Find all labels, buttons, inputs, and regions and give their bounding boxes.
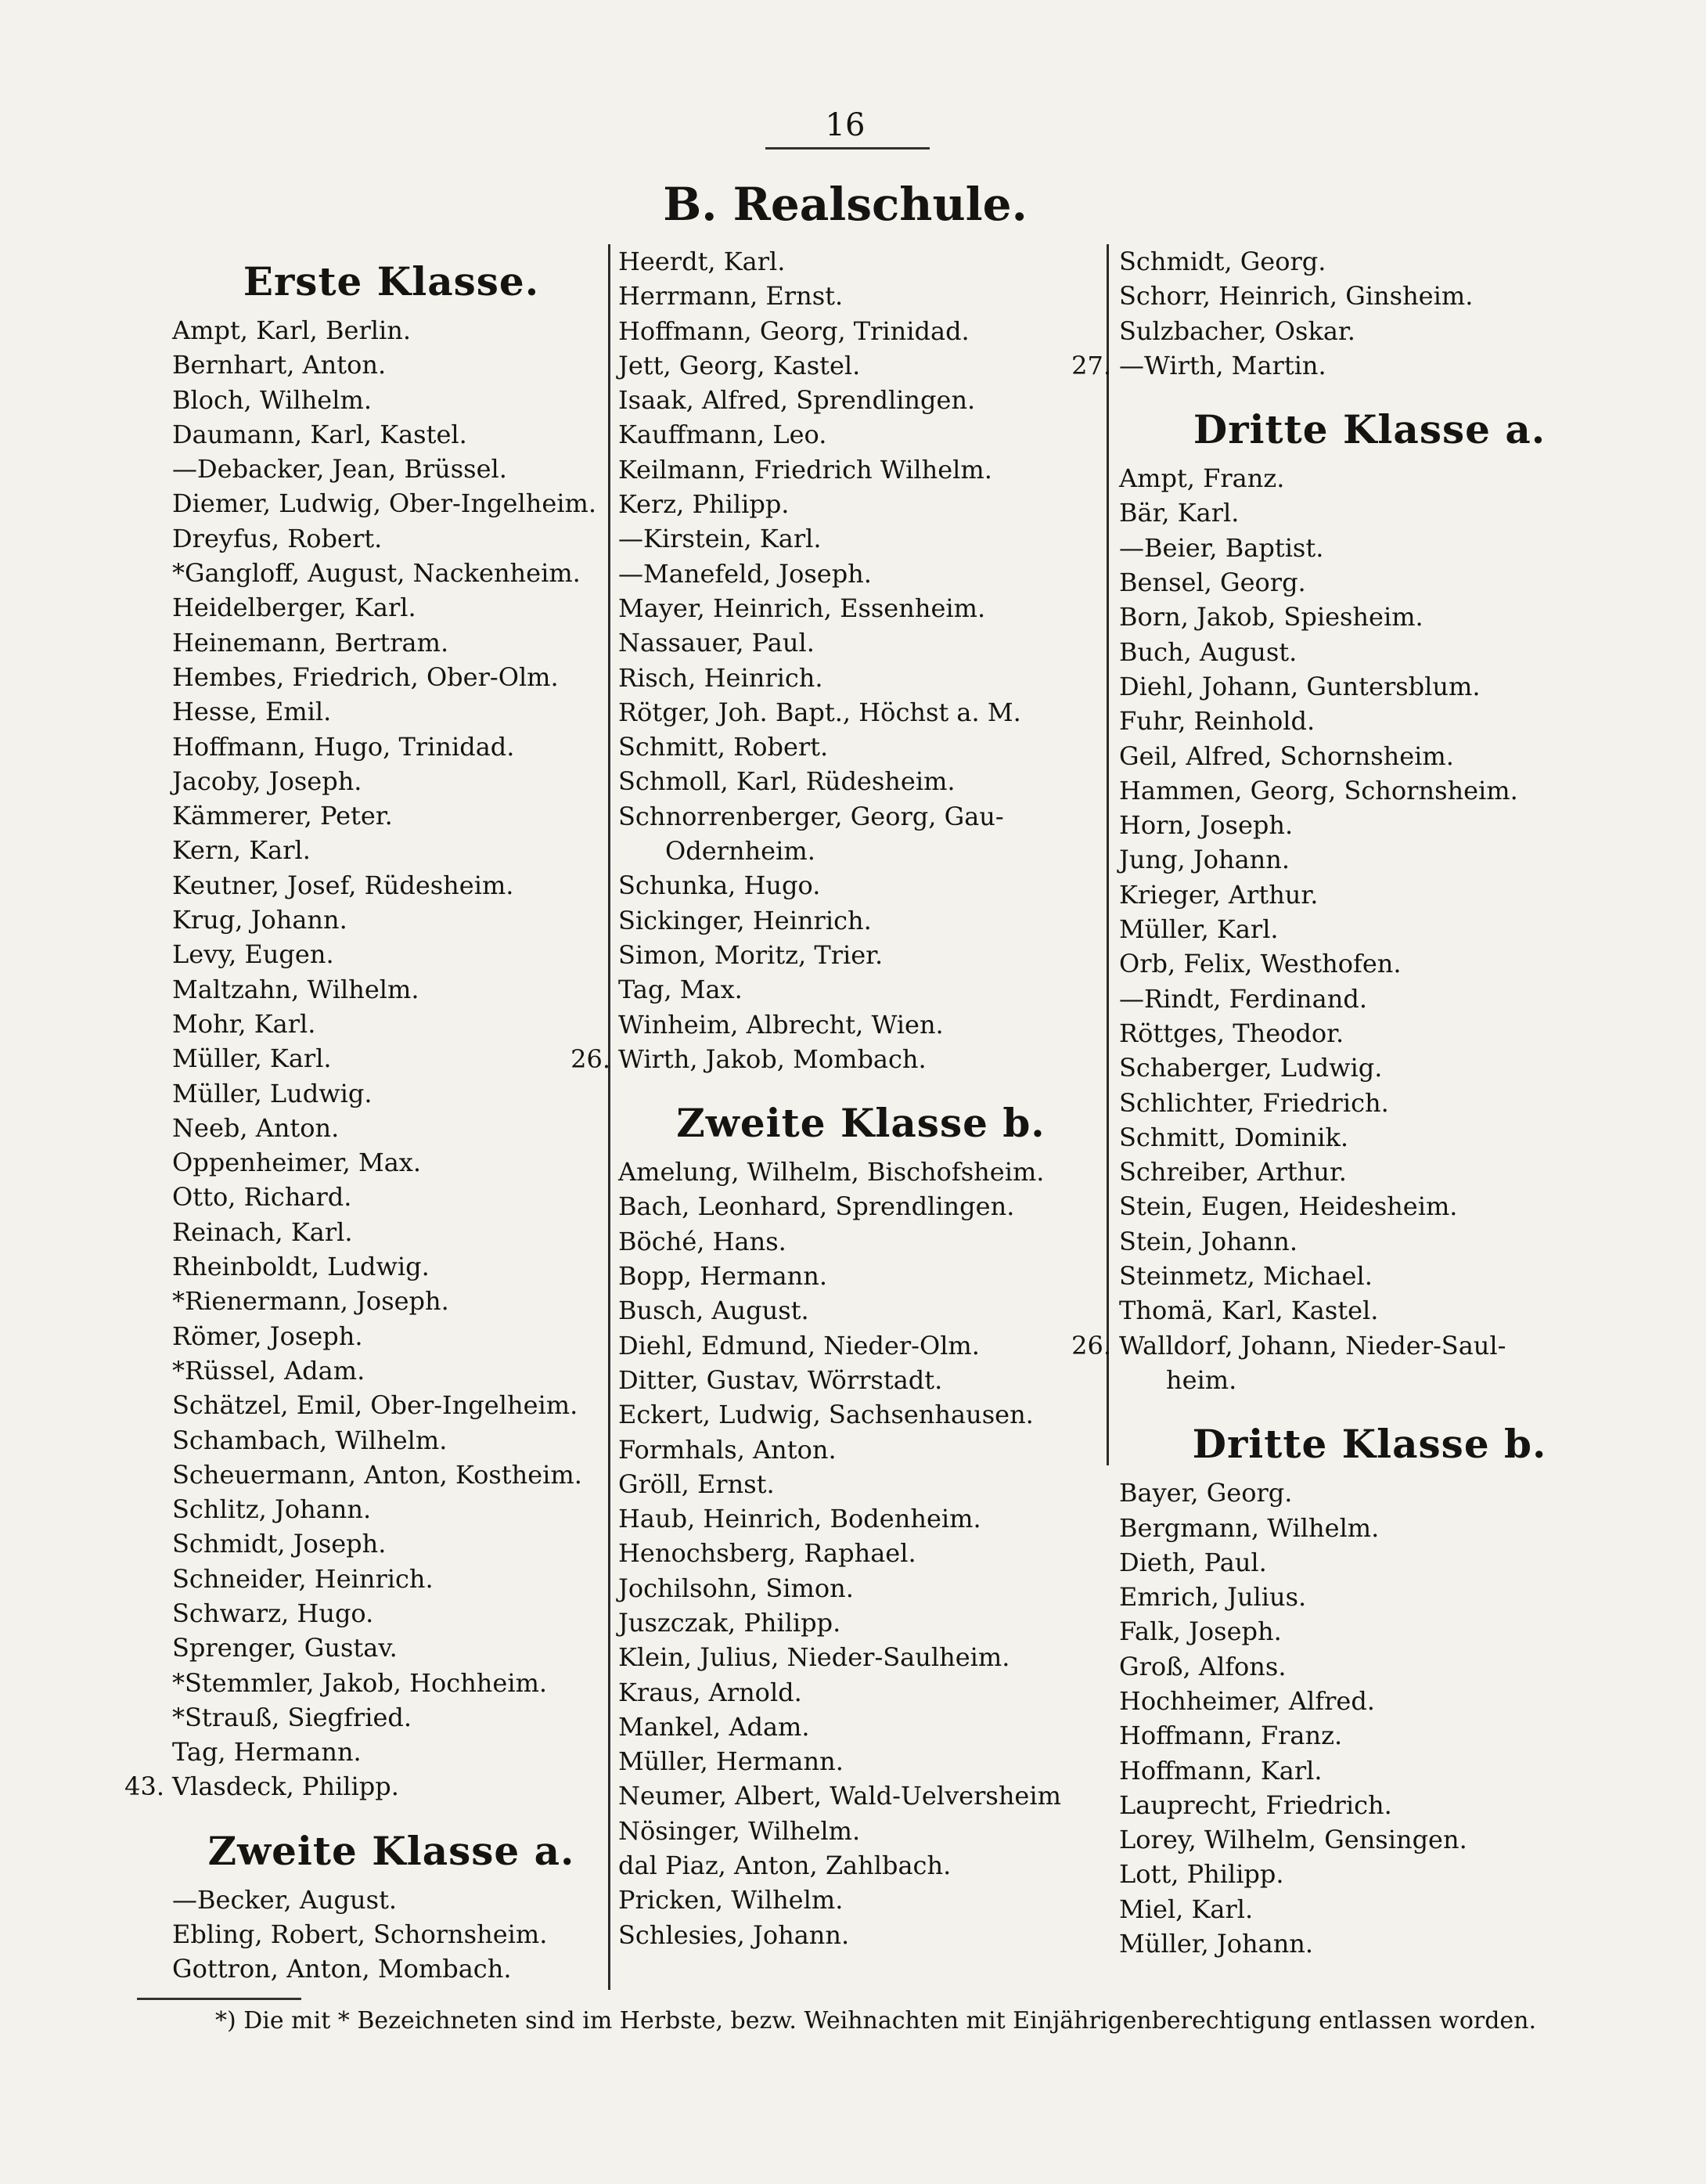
student-name: Stein, Johann. bbox=[1119, 1226, 1298, 1256]
student-name: Keilmann, Friedrich Wilhelm. bbox=[618, 454, 992, 485]
student-entry bbox=[1119, 912, 1620, 946]
student-name: Maltzahn, Wilhelm. bbox=[172, 974, 419, 1004]
student-entry bbox=[1119, 279, 1620, 313]
entry-count: 27. bbox=[1071, 350, 1111, 380]
student-entry bbox=[618, 1363, 1103, 1397]
student-name: Dreyfus, Robert. bbox=[172, 523, 383, 553]
student-entry bbox=[1119, 461, 1620, 496]
student-name: Formhals, Anton. bbox=[618, 1434, 837, 1465]
student-entry bbox=[1119, 1120, 1620, 1155]
student-name: Müller, Johann. bbox=[1119, 1929, 1314, 1959]
student-entry bbox=[1119, 878, 1620, 912]
student-entry bbox=[172, 1076, 610, 1111]
student-entry bbox=[172, 972, 610, 1007]
student-name: —Beier, Baptist. bbox=[1119, 532, 1324, 563]
student-name: Fuhr, Reinhold. bbox=[1119, 706, 1315, 737]
student-entry bbox=[1119, 531, 1620, 565]
student-entry bbox=[172, 1180, 610, 1214]
column-divider-2 bbox=[1107, 244, 1109, 1465]
student-entry bbox=[618, 1501, 1103, 1536]
student-name: Krieger, Arthur. bbox=[1119, 879, 1319, 910]
student-name: Sickinger, Heinrich. bbox=[618, 905, 872, 935]
entry-count: 43. bbox=[124, 1771, 164, 1802]
student-entry bbox=[1119, 1788, 1620, 1822]
student-entry bbox=[172, 383, 610, 417]
student-entry bbox=[172, 730, 610, 764]
student-entry bbox=[618, 1259, 1103, 1293]
student-name: Schmidt, Joseph. bbox=[172, 1529, 387, 1559]
student-entry bbox=[172, 1883, 610, 1917]
student-name: Thomä, Karl, Kastel. bbox=[1119, 1296, 1379, 1326]
page-number: 16 bbox=[825, 107, 866, 143]
entry-count: 26. bbox=[1071, 1330, 1111, 1360]
student-entry bbox=[172, 556, 610, 590]
student-name: Schlesies, Johann. bbox=[618, 1919, 850, 1950]
student-entry bbox=[172, 903, 610, 937]
student-name: Diehl, Johann, Guntersblum. bbox=[1119, 671, 1481, 701]
block-gap bbox=[172, 1804, 610, 1820]
student-name: Schorr, Heinrich, Ginsheim. bbox=[1119, 281, 1474, 312]
student-entry bbox=[172, 1249, 610, 1284]
student-entry bbox=[618, 799, 1103, 869]
student-name: Falk, Joseph. bbox=[1119, 1616, 1282, 1647]
student-name: Henochsberg, Raphael. bbox=[618, 1538, 916, 1569]
class-heading: Dritte Klasse a. bbox=[1193, 406, 1546, 453]
student-name: Amelung, Wilhelm, Bischofsheim. bbox=[618, 1157, 1045, 1188]
student-entry bbox=[618, 1571, 1103, 1606]
student-entry bbox=[618, 1675, 1103, 1710]
student-name: Kämmerer, Peter. bbox=[172, 801, 393, 831]
student-name: Bensel, Georg. bbox=[1119, 568, 1306, 598]
student-name: Schmitt, Dominik. bbox=[1119, 1122, 1348, 1152]
student-name: —Rindt, Ferdinand. bbox=[1119, 983, 1367, 1014]
student-name: Reinach, Karl. bbox=[172, 1216, 353, 1247]
student-entry bbox=[1119, 1580, 1620, 1614]
student-name: Otto, Richard. bbox=[172, 1182, 352, 1213]
student-entry bbox=[618, 1883, 1103, 1917]
student-name: Ebling, Robert, Schornsheim. bbox=[172, 1919, 548, 1950]
student-name: Kauffmann, Leo. bbox=[618, 420, 827, 450]
student-name: Stein, Eugen, Heidesheim. bbox=[1119, 1191, 1458, 1222]
block-gap bbox=[1119, 383, 1620, 398]
student-entry bbox=[1071, 1328, 1620, 1398]
student-name: Müller, Karl. bbox=[172, 1043, 332, 1074]
student-name: Bernhart, Anton. bbox=[172, 350, 387, 380]
student-entry bbox=[1119, 1224, 1620, 1259]
student-name: Daumann, Karl, Kastel. bbox=[172, 419, 467, 449]
student-entry bbox=[172, 1917, 610, 1952]
student-entry bbox=[1119, 1649, 1620, 1684]
student-name: Risch, Heinrich. bbox=[618, 662, 823, 693]
student-name: Hoffmann, Franz. bbox=[1119, 1721, 1343, 1751]
page-number-rule bbox=[765, 147, 930, 150]
student-name: Levy, Eugen. bbox=[172, 939, 334, 970]
student-entry bbox=[172, 1458, 610, 1492]
student-name-continuation: heim. bbox=[1166, 1364, 1237, 1395]
block-gap bbox=[618, 1076, 1103, 1092]
student-entry bbox=[570, 1042, 1103, 1076]
student-entry bbox=[172, 1041, 610, 1076]
student-name: Haub, Heinrich, Bodenheim. bbox=[618, 1504, 981, 1534]
student-entry bbox=[1119, 1892, 1620, 1926]
student-name: Hochheimer, Alfred. bbox=[1119, 1685, 1375, 1716]
student-entry bbox=[172, 1007, 610, 1041]
student-name: Klein, Julius, Nieder-Saulheim. bbox=[618, 1642, 1010, 1673]
student-entry bbox=[172, 1735, 610, 1769]
student-name: Rheinboldt, Ludwig. bbox=[172, 1252, 430, 1282]
student-entry bbox=[618, 1467, 1103, 1501]
student-entry bbox=[1119, 1857, 1620, 1891]
student-name: —Wirth, Martin. bbox=[1119, 350, 1326, 380]
student-name: Mohr, Karl. bbox=[172, 1008, 316, 1039]
student-entry bbox=[172, 1145, 610, 1180]
student-entry bbox=[618, 938, 1103, 972]
student-entry bbox=[1119, 1614, 1620, 1649]
student-entry bbox=[172, 1952, 610, 1986]
student-entry bbox=[1071, 348, 1620, 383]
student-name: Hembes, Friedrich, Ober-Olm. bbox=[172, 661, 559, 692]
student-name: Schaberger, Ludwig. bbox=[1119, 1053, 1383, 1083]
student-name: *Gangloff, August, Nackenheim. bbox=[172, 558, 581, 589]
student-name: Hoffmann, Karl. bbox=[1119, 1755, 1323, 1786]
student-name: Mayer, Heinrich, Essenheim. bbox=[618, 593, 986, 623]
student-entry bbox=[1119, 1189, 1620, 1224]
student-entry bbox=[618, 1779, 1103, 1813]
student-entry bbox=[172, 1284, 610, 1318]
student-entry bbox=[1119, 1155, 1620, 1189]
student-name: Röttges, Theodor. bbox=[1119, 1018, 1344, 1048]
student-name: Nassauer, Paul. bbox=[618, 628, 815, 658]
student-name: Lauprecht, Friedrich. bbox=[1119, 1789, 1392, 1820]
student-entry bbox=[618, 244, 1103, 279]
student-name: Heidelberger, Karl. bbox=[172, 593, 416, 623]
student-name: Orb, Felix, Westhofen. bbox=[1119, 949, 1402, 979]
student-entry bbox=[618, 625, 1103, 660]
student-entry bbox=[1119, 842, 1620, 877]
student-entry bbox=[1119, 1545, 1620, 1580]
student-name: Diemer, Ludwig, Ober-Ingelheim. bbox=[172, 488, 596, 519]
student-name-continuation: Odernheim. bbox=[665, 836, 815, 867]
student-name: *Rienermann, Joseph. bbox=[172, 1286, 449, 1317]
student-name: Jung, Johann. bbox=[1119, 845, 1290, 875]
student-name: Gottron, Anton, Mombach. bbox=[172, 1954, 512, 1984]
student-name: Schätzel, Emil, Ober-Ingelheim. bbox=[172, 1390, 578, 1421]
section-title: B. Realschule. bbox=[663, 178, 1028, 231]
footnote: *) Die mit * Bezeichneten sind im Herbste, bezw. Weihnachten mit Einjährigenberechtigung entlassen worden. bbox=[215, 2007, 1537, 2034]
student-name: Sulzbacher, Oskar. bbox=[1119, 315, 1355, 346]
student-entry bbox=[1119, 1822, 1620, 1857]
student-entry bbox=[618, 1640, 1103, 1674]
column-2 bbox=[570, 244, 1103, 1952]
student-entry bbox=[618, 1710, 1103, 1744]
student-name: Jochilsohn, Simon. bbox=[618, 1573, 854, 1603]
student-entry bbox=[618, 487, 1103, 521]
student-name: Schmoll, Karl, Rüdesheim. bbox=[618, 766, 956, 797]
student-name: Schmidt, Georg. bbox=[1119, 247, 1326, 276]
student-name: Hammen, Georg, Schornsheim. bbox=[1119, 775, 1518, 805]
student-name: Schambach, Wilhelm. bbox=[172, 1425, 448, 1455]
student-entry bbox=[172, 833, 610, 867]
student-name: Schlichter, Friedrich. bbox=[1119, 1087, 1389, 1118]
student-entry bbox=[172, 521, 610, 556]
student-name: Jacoby, Joseph. bbox=[172, 766, 362, 796]
student-entry bbox=[618, 903, 1103, 938]
student-name: Bär, Karl. bbox=[1119, 498, 1240, 528]
student-name: Buch, August. bbox=[1119, 636, 1297, 667]
student-entry bbox=[1119, 1259, 1620, 1293]
student-name: Schneider, Heinrich. bbox=[172, 1563, 434, 1594]
column-divider-1 bbox=[608, 244, 610, 1990]
student-entry bbox=[172, 1596, 610, 1631]
student-name: —Kirstein, Karl. bbox=[618, 524, 822, 554]
student-entry bbox=[172, 1666, 610, 1700]
student-name: *Stemmler, Jakob, Hochheim. bbox=[172, 1667, 548, 1698]
student-entry bbox=[172, 348, 610, 382]
student-entry bbox=[618, 695, 1103, 730]
student-entry bbox=[172, 660, 610, 694]
student-name: Emrich, Julius. bbox=[1119, 1582, 1307, 1613]
student-name: Kern, Karl. bbox=[172, 835, 311, 866]
student-name: Hoffmann, Hugo, Trinidad. bbox=[172, 731, 515, 762]
student-name: Römer, Joseph. bbox=[172, 1321, 363, 1351]
student-name: Ampt, Karl, Berlin. bbox=[172, 315, 411, 345]
student-entry bbox=[618, 417, 1103, 452]
student-name: Lorey, Wilhelm, Gensingen. bbox=[1119, 1825, 1467, 1855]
student-name: Wirth, Jakob, Mombach. bbox=[618, 1043, 927, 1074]
student-entry bbox=[618, 452, 1103, 487]
student-entry bbox=[1119, 314, 1620, 348]
student-name: Keutner, Josef, Rüdesheim. bbox=[172, 870, 514, 900]
student-name: Eckert, Ludwig, Sachsenhausen. bbox=[618, 1400, 1034, 1430]
student-name: Neumer, Albert, Wald-Uelversheim bbox=[618, 1781, 1061, 1811]
student-entry bbox=[1119, 1086, 1620, 1120]
student-name: —Manefeld, Joseph. bbox=[618, 558, 872, 589]
student-name: Hoffmann, Georg, Trinidad. bbox=[618, 315, 970, 346]
student-entry bbox=[172, 313, 610, 348]
student-entry bbox=[1119, 946, 1620, 981]
student-name: Heinemann, Bertram. bbox=[172, 627, 449, 658]
student-entry bbox=[1119, 635, 1620, 669]
student-entry bbox=[1119, 704, 1620, 738]
student-name: dal Piaz, Anton, Zahlbach. bbox=[618, 1851, 952, 1881]
student-name: Ampt, Franz. bbox=[1119, 463, 1285, 494]
student-name: Sprenger, Gustav. bbox=[172, 1633, 398, 1663]
student-entry bbox=[618, 764, 1103, 798]
student-name: Herrmann, Ernst. bbox=[618, 281, 844, 312]
student-entry bbox=[618, 1536, 1103, 1570]
student-entry bbox=[1119, 1293, 1620, 1328]
class-heading: Erste Klasse. bbox=[243, 258, 540, 305]
student-name: Schnorrenberger, Georg, Gau- bbox=[618, 801, 1004, 831]
student-name: *Rüssel, Adam. bbox=[172, 1355, 365, 1386]
student-name: Müller, Karl. bbox=[1119, 914, 1279, 945]
student-name: Busch, August. bbox=[618, 1296, 809, 1326]
student-name: Schmitt, Robert. bbox=[618, 732, 829, 762]
student-entry bbox=[1119, 739, 1620, 773]
student-entry bbox=[618, 1918, 1103, 1952]
student-entry bbox=[1119, 1476, 1620, 1510]
student-entry bbox=[1119, 565, 1620, 600]
student-entry bbox=[618, 1007, 1103, 1042]
student-entry bbox=[618, 1155, 1103, 1189]
student-name: Schunka, Hugo. bbox=[618, 870, 821, 901]
student-entry bbox=[172, 1215, 610, 1249]
student-name: Groß, Alfons. bbox=[1119, 1651, 1287, 1681]
student-entry bbox=[618, 1744, 1103, 1779]
student-entry bbox=[172, 694, 610, 729]
student-entry bbox=[1119, 982, 1620, 1016]
student-entry bbox=[618, 383, 1103, 417]
student-entry bbox=[172, 1388, 610, 1422]
student-name: Mankel, Adam. bbox=[618, 1711, 810, 1742]
student-entry bbox=[1119, 1753, 1620, 1788]
student-entry bbox=[1119, 1511, 1620, 1545]
student-entry bbox=[172, 1700, 610, 1735]
student-name: Müller, Ludwig. bbox=[172, 1078, 373, 1108]
student-name: Neeb, Anton. bbox=[172, 1112, 340, 1143]
student-entry bbox=[618, 661, 1103, 695]
student-name: Tag, Max. bbox=[618, 975, 743, 1005]
student-entry bbox=[172, 417, 610, 452]
class-heading: Dritte Klasse b. bbox=[1192, 1421, 1547, 1468]
student-entry bbox=[618, 1606, 1103, 1640]
student-entry bbox=[618, 1397, 1103, 1432]
student-name: Schwarz, Hugo. bbox=[172, 1598, 374, 1628]
student-name: Krug, Johann. bbox=[172, 905, 347, 935]
student-name: Isaak, Alfred, Sprendlingen. bbox=[618, 385, 976, 416]
student-name: Bopp, Hermann. bbox=[618, 1261, 828, 1292]
student-name: Tag, Hermann. bbox=[172, 1737, 362, 1768]
student-name: Dieth, Paul. bbox=[1119, 1547, 1267, 1577]
student-name: Bayer, Georg. bbox=[1119, 1478, 1293, 1508]
student-entry bbox=[618, 972, 1103, 1007]
student-entry bbox=[1119, 1016, 1620, 1051]
student-name: Hesse, Emil. bbox=[172, 697, 332, 727]
student-name: Simon, Moritz, Trier. bbox=[618, 939, 884, 970]
block-gap bbox=[1119, 1397, 1620, 1413]
student-entry bbox=[172, 1631, 610, 1665]
student-name: Böché, Hans. bbox=[618, 1226, 786, 1256]
student-entry bbox=[1119, 496, 1620, 530]
student-entry bbox=[1119, 600, 1620, 634]
student-name: Diehl, Edmund, Nieder-Olm. bbox=[618, 1330, 980, 1360]
student-name: Winheim, Albrecht, Wien. bbox=[618, 1009, 944, 1040]
student-name: Horn, Joseph. bbox=[1119, 810, 1294, 841]
student-name: Heerdt, Karl. bbox=[618, 247, 786, 276]
student-entry bbox=[172, 1353, 610, 1388]
student-entry bbox=[172, 1526, 610, 1561]
class-heading: Zweite Klasse b. bbox=[676, 1100, 1046, 1147]
student-name: Vlasdeck, Philipp. bbox=[172, 1771, 399, 1802]
student-name: Lott, Philipp. bbox=[1119, 1859, 1284, 1890]
student-entry bbox=[618, 868, 1103, 903]
student-entry bbox=[172, 764, 610, 798]
student-entry bbox=[618, 557, 1103, 591]
student-name: Bergmann, Wilhelm. bbox=[1119, 1512, 1380, 1543]
student-entry bbox=[618, 1293, 1103, 1328]
student-name: Gröll, Ernst. bbox=[618, 1469, 775, 1499]
student-entry bbox=[618, 348, 1103, 383]
student-name: Oppenheimer, Max. bbox=[172, 1148, 421, 1178]
student-entry bbox=[618, 314, 1103, 348]
column-1 bbox=[124, 250, 610, 1987]
student-entry bbox=[1119, 1718, 1620, 1753]
student-entry bbox=[172, 798, 610, 833]
student-entry bbox=[172, 1319, 610, 1353]
student-entry bbox=[1119, 669, 1620, 704]
entry-count: 26. bbox=[570, 1043, 610, 1074]
student-name: —Becker, August. bbox=[172, 1884, 398, 1915]
student-name: *Strauß, Siegfried. bbox=[172, 1702, 412, 1732]
student-name: Schlitz, Johann. bbox=[172, 1494, 372, 1525]
student-name: Kraus, Arnold. bbox=[618, 1677, 802, 1707]
student-entry bbox=[618, 1224, 1103, 1259]
student-entry bbox=[1119, 1684, 1620, 1718]
student-entry bbox=[172, 1492, 610, 1526]
student-name: Pricken, Wilhelm. bbox=[618, 1885, 844, 1916]
student-entry bbox=[1119, 773, 1620, 808]
student-entry bbox=[172, 625, 610, 660]
student-entry bbox=[172, 486, 610, 521]
student-entry bbox=[618, 1848, 1103, 1883]
student-entry bbox=[618, 1433, 1103, 1467]
student-name: —Debacker, Jean, Brüssel. bbox=[172, 454, 507, 485]
student-name: Müller, Hermann. bbox=[618, 1746, 844, 1777]
student-name: Bloch, Wilhelm. bbox=[172, 384, 372, 415]
student-name: Geil, Alfred, Schornsheim. bbox=[1119, 741, 1454, 771]
student-name: Juszczak, Philipp. bbox=[618, 1607, 841, 1638]
student-entry bbox=[618, 279, 1103, 313]
student-entry bbox=[618, 521, 1103, 556]
student-entry bbox=[1119, 1926, 1620, 1961]
student-entry bbox=[1119, 1051, 1620, 1085]
student-name: Ditter, Gustav, Wörrstadt. bbox=[618, 1364, 943, 1395]
student-entry bbox=[172, 937, 610, 971]
student-entry bbox=[618, 1814, 1103, 1848]
class-heading: Zweite Klasse a. bbox=[207, 1827, 575, 1874]
student-name: Miel, Karl. bbox=[1119, 1894, 1254, 1924]
student-name: Steinmetz, Michael. bbox=[1119, 1261, 1373, 1292]
student-entry bbox=[124, 1769, 610, 1804]
student-entry bbox=[172, 1111, 610, 1145]
student-entry bbox=[172, 1562, 610, 1596]
student-name: Born, Jakob, Spiesheim. bbox=[1119, 602, 1423, 632]
student-entry bbox=[618, 1328, 1103, 1363]
student-entry bbox=[172, 452, 610, 486]
student-entry bbox=[618, 730, 1103, 764]
footnote-rule bbox=[137, 1998, 301, 2000]
student-name: Scheuermann, Anton, Kostheim. bbox=[172, 1459, 582, 1490]
student-entry bbox=[172, 868, 610, 903]
student-name: Bach, Leonhard, Sprendlingen. bbox=[618, 1191, 1015, 1222]
student-entry bbox=[618, 591, 1103, 625]
student-name: Kerz, Philipp. bbox=[618, 489, 790, 520]
student-entry bbox=[618, 1189, 1103, 1224]
student-name: Jett, Georg, Kastel. bbox=[618, 350, 861, 380]
student-name: Nösinger, Wilhelm. bbox=[618, 1815, 861, 1846]
student-name: Walldorf, Johann, Nieder-Saul- bbox=[1119, 1330, 1506, 1360]
student-entry bbox=[172, 1423, 610, 1458]
student-entry bbox=[172, 590, 610, 625]
column-3 bbox=[1071, 244, 1620, 1961]
student-entry bbox=[1119, 244, 1620, 279]
student-name: Schreiber, Arthur. bbox=[1119, 1157, 1347, 1188]
student-name: Rötger, Joh. Bapt., Höchst a. M. bbox=[618, 697, 1021, 727]
student-entry bbox=[1119, 808, 1620, 842]
